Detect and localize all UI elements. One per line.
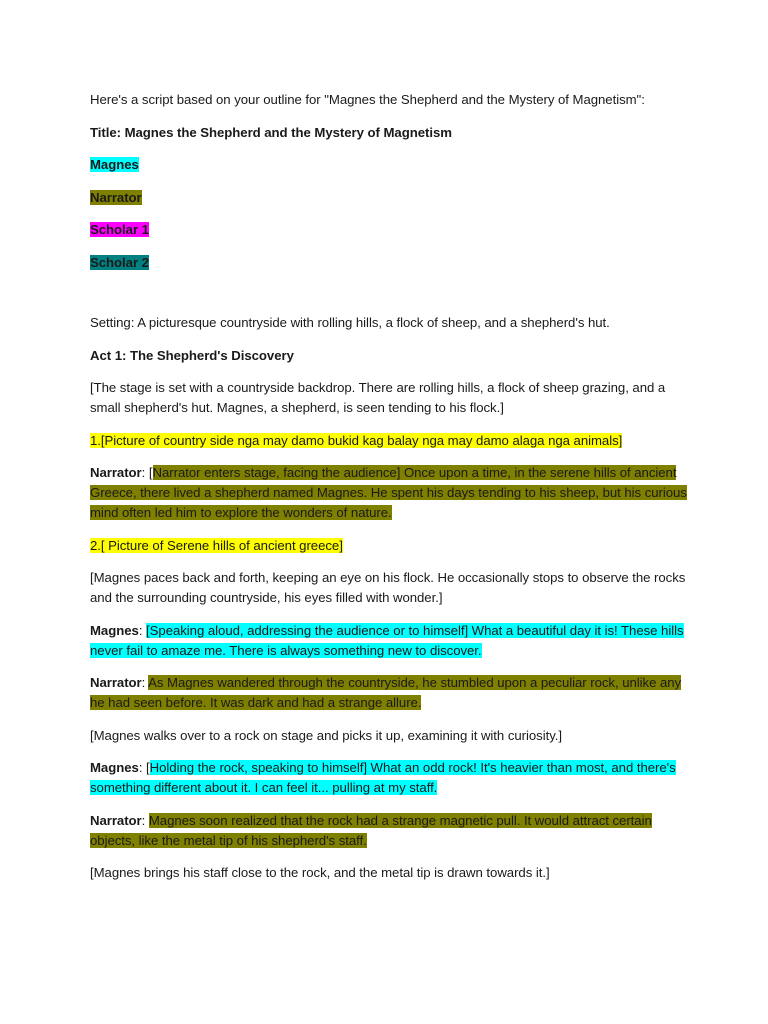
dialogue-text: As Magnes wandered through the countryside, he stumbled upon a peculiar rock, unlike any he had seen before. It was dark and had a strange allure. — [90, 675, 682, 710]
dialogue-narrator-1 — [90, 463, 690, 523]
speaker-label: Narrator — [90, 812, 142, 828]
setting-paragraph: Setting: A picturesque countryside with rolling hills, a flock of sheep, and a shepherd's hut. — [90, 315, 610, 330]
dialogue-magnes-1 — [90, 621, 690, 661]
stage-direction-4: [Magnes brings his staff close to the rock, and the metal tip is drawn towards it.] — [90, 865, 550, 880]
script-title: Title: Magnes the Shepherd and the Mystery of Magnetism — [90, 124, 452, 140]
dialogue-magnes-2 — [90, 758, 690, 798]
character-scholar-1 — [90, 220, 690, 240]
document-page — [90, 90, 690, 896]
speaker-separator: : — [141, 812, 149, 828]
dialogue-text: Magnes soon realized that the rock had a strange magnetic pull. It would attract certain objects, like the metal tip of his shepherd's staff. — [90, 812, 652, 848]
picture-note-2 — [90, 536, 690, 556]
speaker-label: Narrator — [90, 465, 142, 480]
speaker-label: Magnes — [90, 622, 139, 638]
bracket-open: [ — [148, 465, 153, 480]
spacer — [90, 285, 690, 313]
character-scholar-1-label: Scholar 1 — [90, 222, 149, 237]
picture-note-1-text: 1.[Picture of country side nga may damo bukid kag balay nga may damo alaga nga animals] — [90, 432, 623, 448]
character-magnes — [90, 155, 690, 175]
dialogue-text: Narrator enters stage, facing the audience] Once upon a time, in the serene hills of ancient Greece, there lived a shepherd named Magnes. He spent his days tending to his sheep, but his curious mind often led him to explore the wonders of nature. — [90, 465, 687, 520]
character-scholar-2 — [90, 253, 690, 273]
dialogue-text: Holding the rock, speaking to himself] What an odd rock! It's heavier than most, and there's something different about it. I can feel it... pulling at my staff. — [90, 760, 676, 795]
speaker-separator: : — [141, 675, 149, 690]
picture-note-1 — [90, 431, 690, 451]
dialogue-narrator-3 — [90, 811, 690, 851]
picture-note-2-text: 2.[ Picture of Serene hills of ancient greece] — [90, 537, 343, 553]
character-scholar-2-label: Scholar 2 — [90, 254, 149, 270]
dialogue-narrator-2 — [90, 673, 690, 713]
speaker-label: Magnes — [90, 760, 139, 775]
stage-direction-1: [The stage is set with a countryside backdrop. There are rolling hills, a flock of sheep grazing, and a small shepherd's hut. Magnes, a shepherd, is seen tending to his flock.] — [90, 380, 666, 415]
character-magnes-label: Magnes — [90, 157, 139, 172]
stage-direction-3: [Magnes walks over to a rock on stage and picks it up, examining it with curiosity.] — [90, 727, 562, 743]
speaker-label: Narrator — [90, 675, 142, 690]
intro-paragraph: Here's a script based on your outline for "Magnes the Shepherd and the Mystery of Magnetism": — [90, 92, 645, 107]
character-narrator-label: Narrator — [90, 189, 142, 205]
character-narrator — [90, 188, 690, 208]
act-1-heading: Act 1: The Shepherd's Discovery — [90, 347, 294, 363]
dialogue-text: [Speaking aloud, addressing the audience or to himself] What a beautiful day it is! These hills never fail to amaze me. There is always something new to discover. — [90, 622, 684, 658]
speaker-separator: : — [138, 622, 147, 638]
speaker-separator: : — [138, 760, 147, 775]
speaker-separator: : — [141, 465, 149, 480]
bracket-open: [ — [146, 760, 150, 775]
stage-direction-2: [Magnes paces back and forth, keeping an eye on his flock. He occasionally stops to observe the rocks and the surrounding countryside, his eyes filled with wonder.] — [90, 570, 686, 605]
